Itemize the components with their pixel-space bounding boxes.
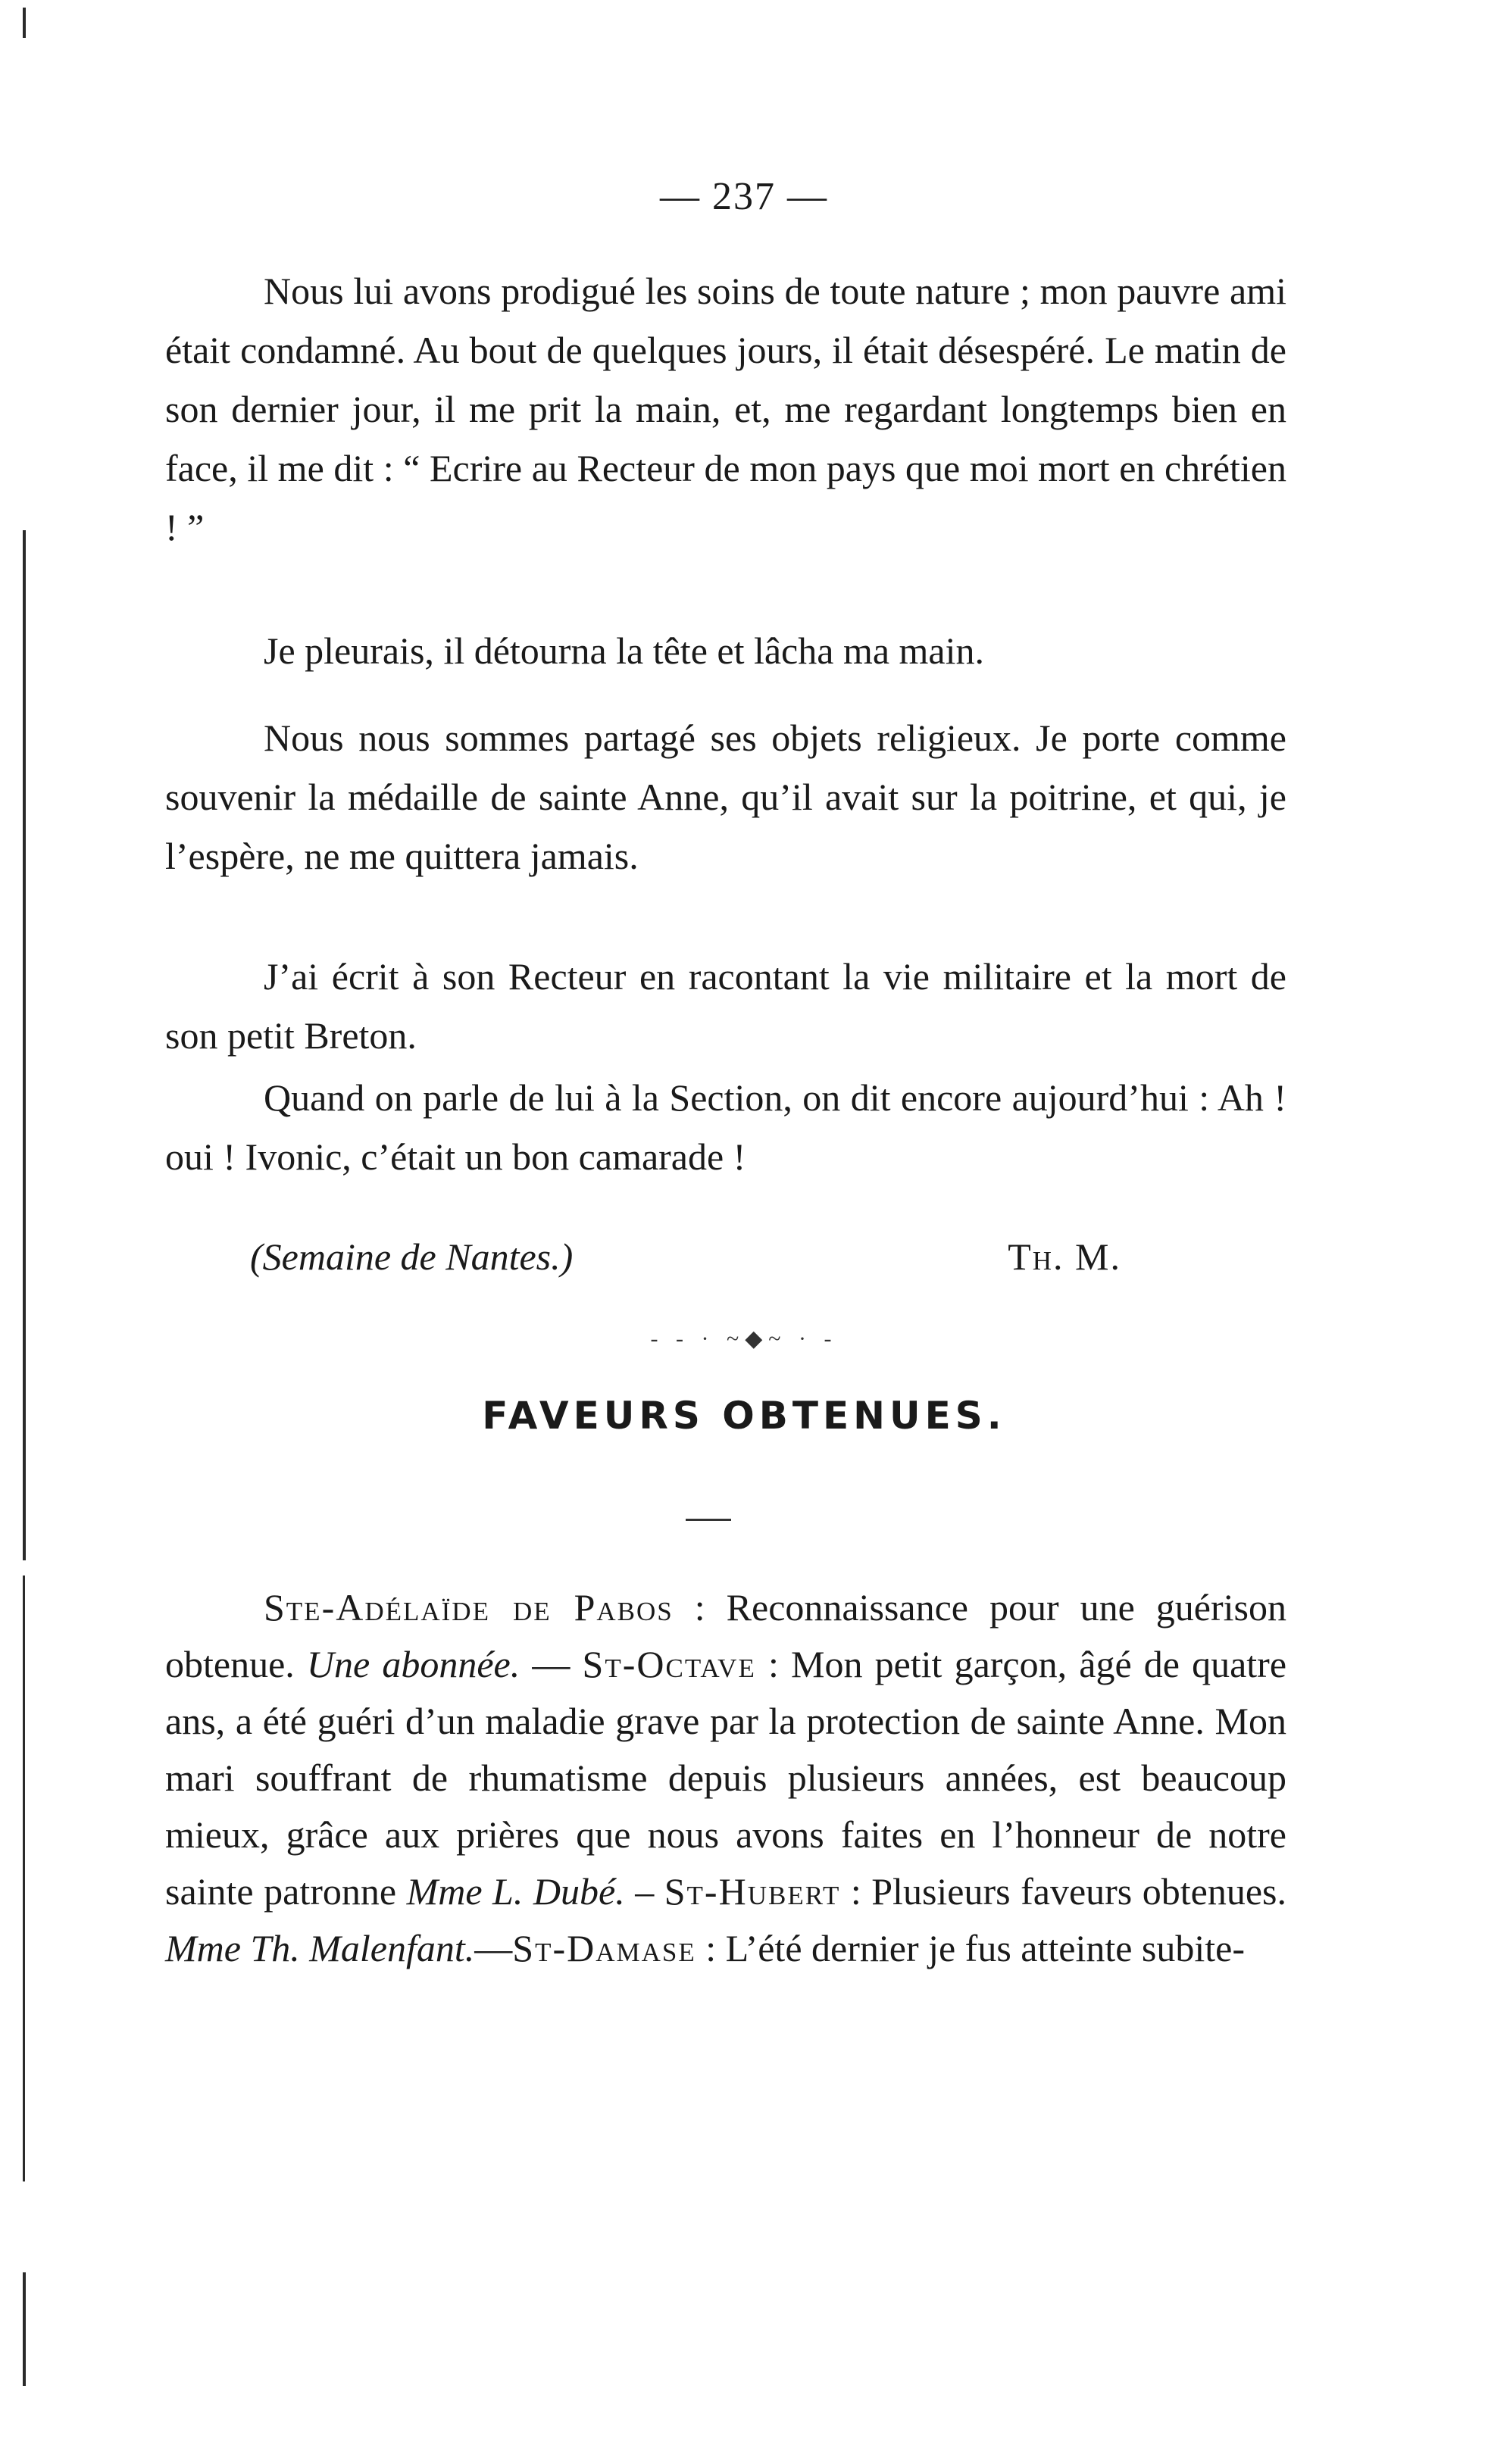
short-rule-divider (686, 1519, 731, 1521)
favors-text (165, 1579, 1286, 1977)
paragraph (165, 621, 1286, 680)
place-name: Ste-Adélaïde de Pabos (264, 1586, 674, 1629)
favor-text: : Mon petit garçon, âgé de quatre ans, a été guéri d’un maladie grave par la protection de sainte Anne. Mon mari souffrant de rhumatisme depuis plusieurs années, est beaucoup mieux, grâce aux prières que nous avons faites en l’honneur de notre sainte patronne (165, 1643, 1287, 1913)
signature-line (250, 1227, 1121, 1286)
author-initials: Th. M. (1008, 1235, 1121, 1278)
section-title: FAVEURS OBTENUES. (482, 1394, 1006, 1438)
paragraph (165, 947, 1286, 1065)
paragraph (165, 708, 1286, 885)
scan-edge-artifact (23, 1576, 25, 2181)
separator: — (474, 1927, 513, 1969)
favor-signature: Mme Th. Malenfant. (165, 1927, 475, 1969)
favor-text: : L’été dernier je fus atteinte subite- (696, 1927, 1246, 1969)
favor-text: : Plusieurs faveurs obtenues. (840, 1870, 1287, 1913)
paragraph (165, 261, 1286, 557)
paragraph (165, 1068, 1286, 1186)
place-name: St-Octave (582, 1643, 756, 1685)
favor-text: : Reconnaissance pour une guérison obtenue. (165, 1586, 1286, 1685)
scan-edge-artifact (23, 8, 26, 38)
paragraph-text: Je pleurais, il détourna la tête et lâcha ma main. (264, 629, 985, 672)
paragraph-text: Nous lui avons prodigué les soins de toute nature ; mon pauvre ami était condamné. Au bout de quelques jours, il était désespéré. Le matin de son dernier jour, il me prit la main, et, me regardant longtemps bien en face, il me dit : “ Ecrire au Recteur de mon pays que moi mort en chrétien ! ” (165, 270, 1286, 548)
paragraph-text: Quand on parle de lui à la Section, on dit encore aujourd’hui : Ah ! oui ! Ivonic, c’était un bon camarade ! (165, 1076, 1286, 1178)
ornament-divider: - - · ~◆~ · - (650, 1326, 838, 1351)
separator: — (520, 1643, 583, 1685)
separator: – (624, 1870, 664, 1913)
page-number: — 237 — (660, 175, 828, 218)
scan-edge-artifact (23, 2272, 26, 2386)
favors-paragraph (165, 1579, 1286, 1977)
favor-signature: Mme L. Dubé. (406, 1870, 625, 1913)
paragraph-text: Nous nous sommes partagé ses objets religieux. Je porte comme souvenir la médaille de sainte Anne, qu’il avait sur la poitrine, et qui, je l’espère, ne me quittera jamais. (165, 717, 1286, 877)
favor-signature: Une abonnée. (306, 1643, 520, 1685)
source-citation: (Semaine de Nantes.) (250, 1235, 574, 1278)
paragraph-text: J’ai écrit à son Recteur en racontant la vie militaire et la mort de son petit Breton. (165, 955, 1286, 1057)
place-name: St-Damase (512, 1927, 696, 1969)
place-name: St-Hubert (664, 1870, 841, 1913)
